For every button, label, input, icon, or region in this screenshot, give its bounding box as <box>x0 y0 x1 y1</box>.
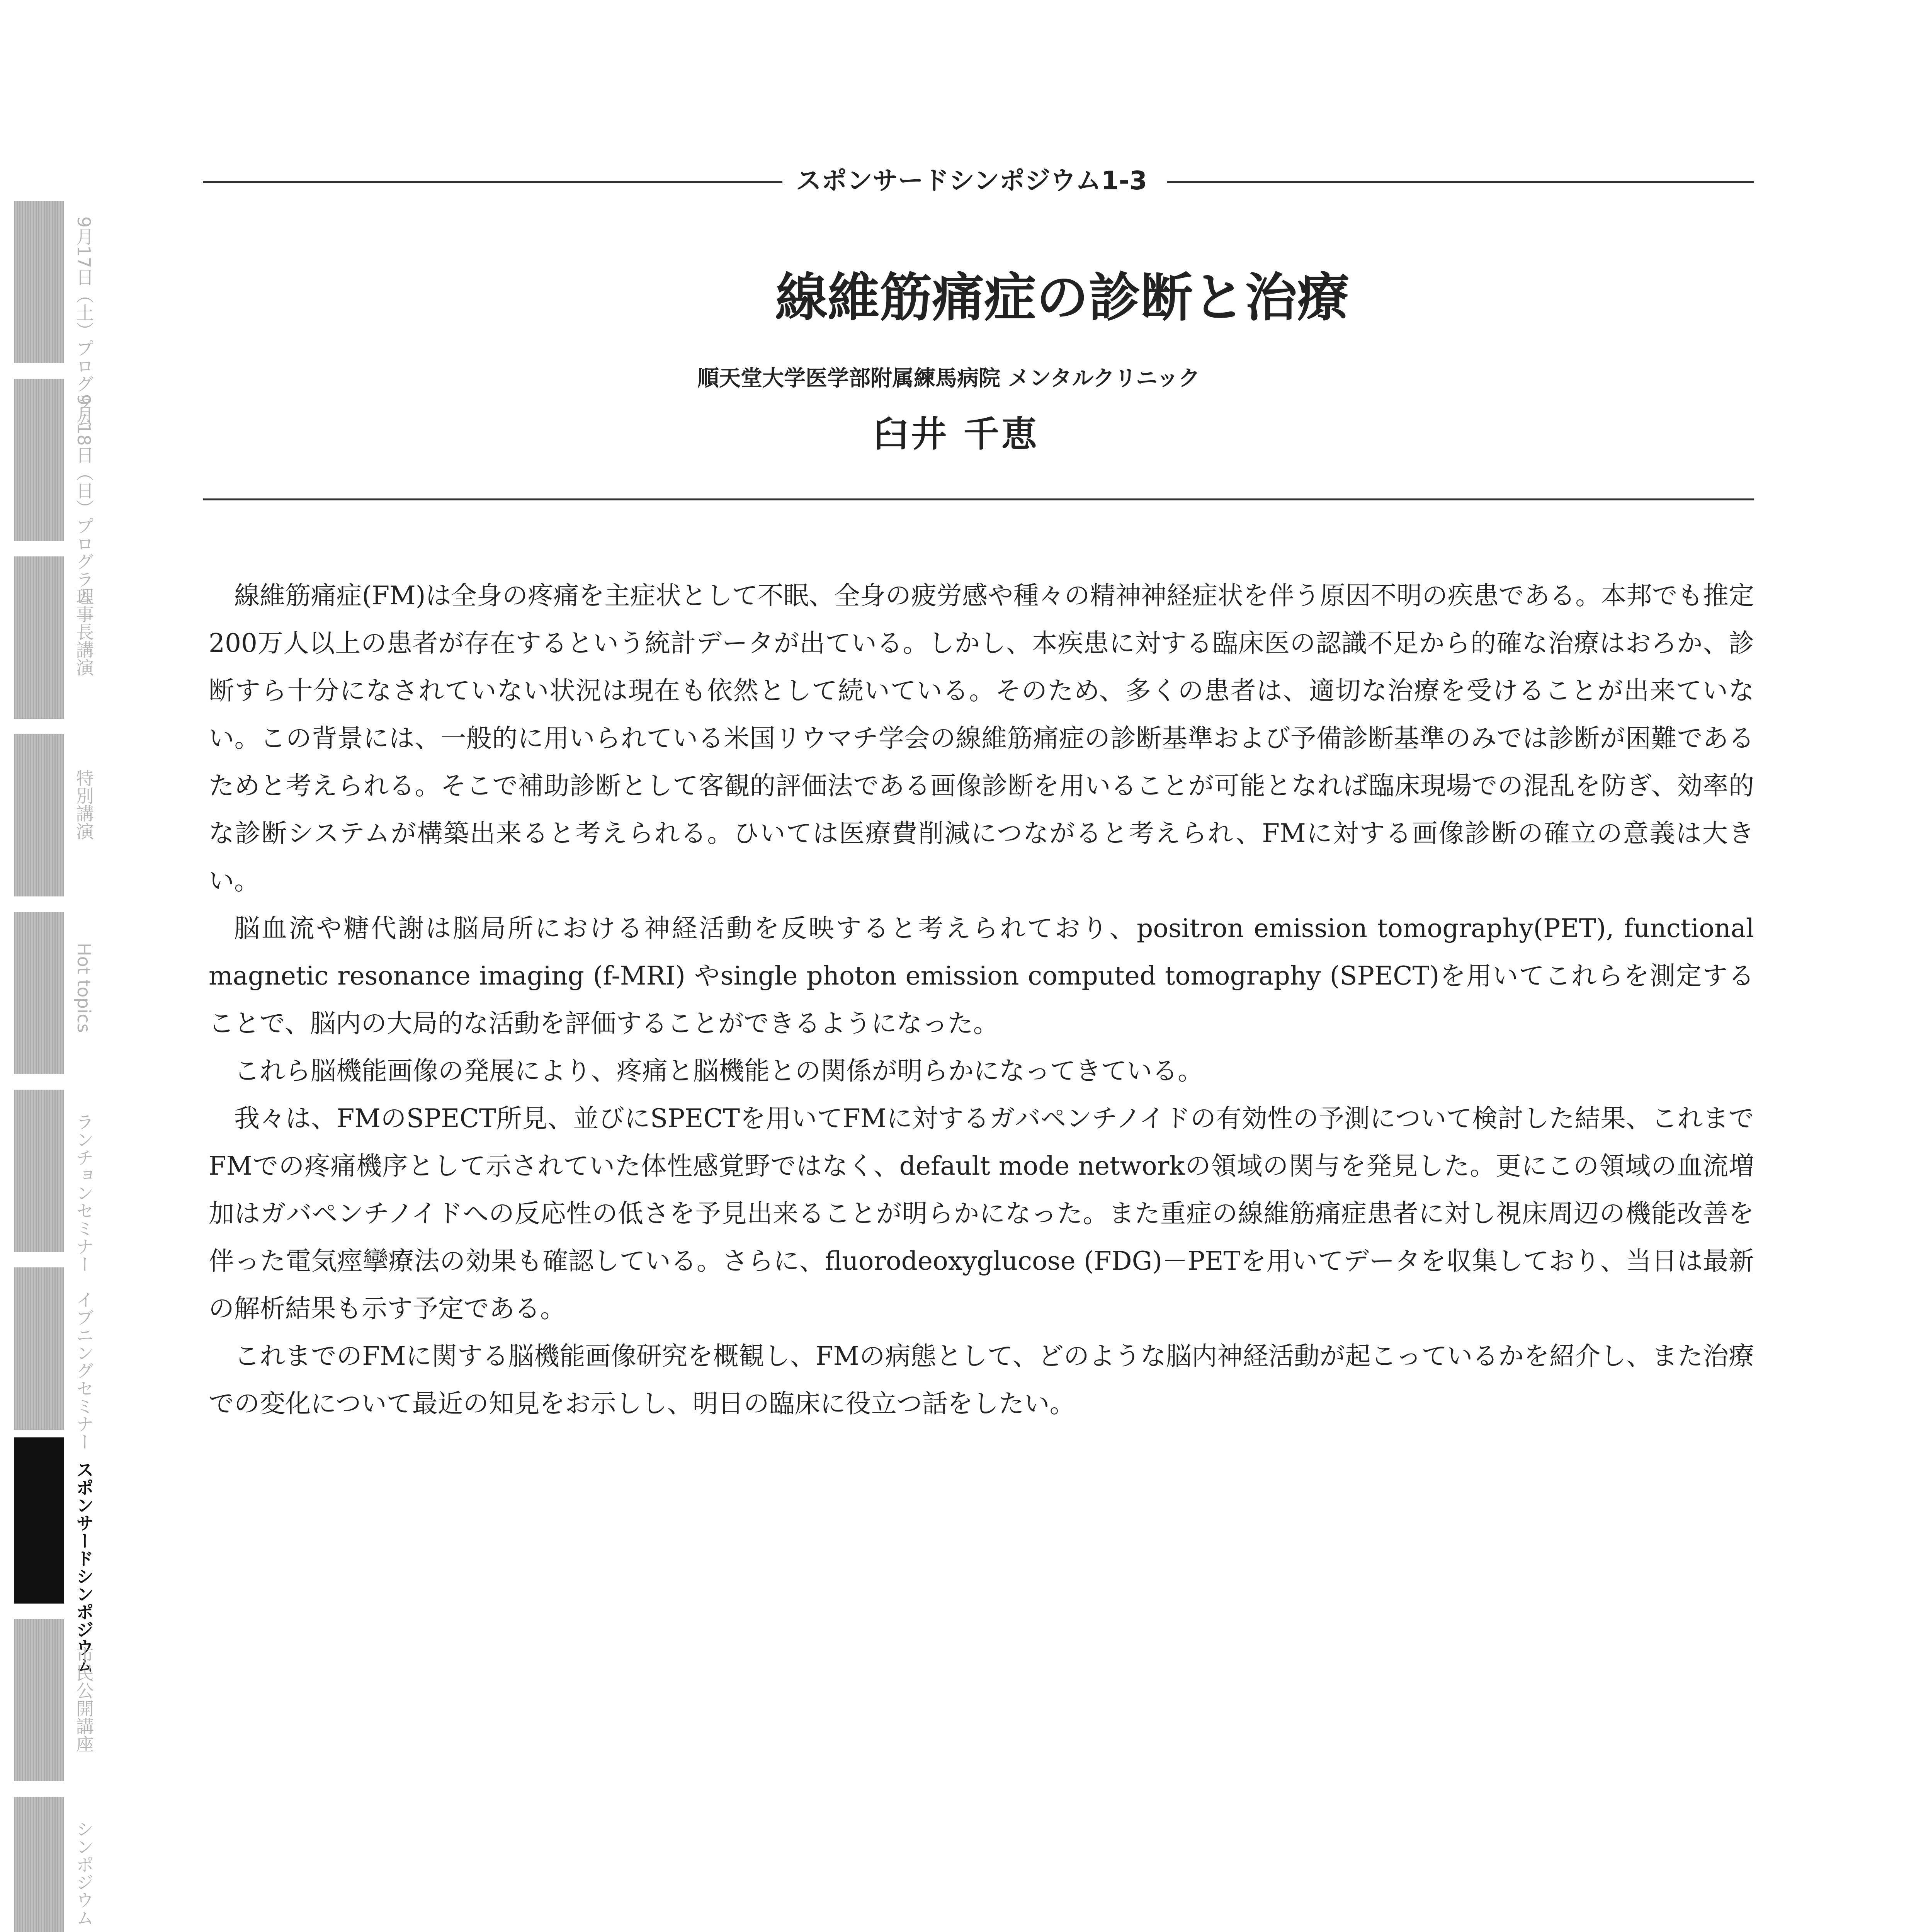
sidebar-tab-hot-topics[interactable] <box>14 912 64 1074</box>
header-rule-right <box>1167 181 1754 183</box>
sidebar-label-symposium: シンポジウム <box>73 1820 94 1927</box>
sidebar-label-special-lecture: 特別講演 <box>73 769 94 840</box>
sidebar-label-luncheon-seminar: ランチョンセミナー <box>73 1113 94 1273</box>
author-affiliation: 順天堂大学医学部附属練馬病院 メンタルクリニック <box>697 366 1200 391</box>
title-rule <box>203 498 1754 500</box>
sidebar-tab-public-lecture[interactable] <box>14 1619 64 1781</box>
sidebar-label-public-lecture: 市民公開講座 <box>73 1646 94 1753</box>
header-rule-left <box>203 181 782 183</box>
paragraph: 脳血流や糖代謝は脳局所における神経活動を反映すると考えられており、positron emission tomography(PET), functional magnetic resonance imaging (f-MRI) やsingle photon emission computed tomography (SPECT)を用いてこれらを測定することで、脳内の大局的な活動を評価することができるようになった。 <box>209 913 1754 1038</box>
paragraph: 我々は、FMのSPECT所見、並びにSPECTを用いてFMに対するガバペンチノイドの有効性の予測について検討した結果、これまでFMでの疼痛機序として示されていた体性感覚野ではなく、default mode networkの領域の関与を発見した。更にこの領域の血流増加はガバペンチノイドへの反応性の低さを予見出来ることが明らかになった。また重症の線維筋痛症患者に対し視床周辺の機能改善を伴った電気痙攣療法の効果も確認している。さらに、fluorodeoxyglucose (FDG)－PETを用いてデータを収集しており、当日は最新の解析結果も示す予定である。 <box>209 1104 1754 1323</box>
paragraph: これまでのFMに関する脳機能画像研究を概観し、FMの病態として、どのような脳内神経活動が起こっているかを紹介し、また治療での変化について最近の知見をお示しし、明日の臨床に役立つ話をしたい。 <box>209 1341 1754 1418</box>
sidebar-tab-evening-seminar[interactable] <box>14 1267 64 1430</box>
sidebar-tab-special-lecture[interactable] <box>14 734 64 896</box>
article-title: 線維筋痛症の診断と治療 <box>775 267 1349 328</box>
author-name: 臼井 千恵 <box>873 413 1040 455</box>
sidebar-label-sponsored-symposium: スポンサードシンポジウム <box>73 1461 94 1674</box>
sidebar-label-hot-topics: Hot topics <box>73 943 94 1033</box>
section-title: スポンサードシンポジウム1-3 <box>796 166 1147 196</box>
sidebar-tab-luncheon-seminar[interactable] <box>14 1090 64 1252</box>
sidebar-tab-sponsored-symposium[interactable] <box>14 1437 64 1604</box>
sidebar-label-sep18-program: 9月18日（日）プログラム <box>73 394 94 606</box>
paragraph: これら脳機能画像の発展により、疼痛と脳機能との関係が明らかになってきている。 <box>234 1056 1203 1086</box>
sidebar-label-chairman-lecture: 理事長講演 <box>73 587 94 676</box>
sidebar-label-sep17-program: 9月17日（土）プログラム <box>73 216 94 428</box>
article-body <box>209 572 1754 1427</box>
sidebar-tab-chairman-lecture[interactable] <box>14 556 64 719</box>
sidebar-tab-symposium[interactable] <box>14 1797 64 1932</box>
sidebar-tab-sep18-program[interactable] <box>14 379 64 541</box>
sidebar-label-evening-seminar: イブニングセミナー <box>73 1291 94 1451</box>
paragraph: 線維筋痛症(FM)は全身の疼痛を主症状として不眠、全身の疲労感や種々の精神神経症状を伴う原因不明の疾患である。本邦でも推定200万人以上の患者が存在するという統計データが出ている。しかし、本疾患に対する臨床医の認識不足から的確な治療はおろか、診断すら十分になされていない状況は現在も依然として続いている。そのため、多くの患者は、適切な治療を受けることが出来ていない。この背景には、一般的に用いられている米国リウマチ学会の線維筋痛症の診断基準および予備診断基準のみでは診断が困難であるためと考えられる。そこで補助診断として客観的評価法である画像診断を用いることが可能となれば臨床現場での混乱を防ぎ、効率的な診断システムが構築出来ると考えられる。ひいては医療費削減につながると考えられ、FMに対する画像診断の確立の意義は大きい。 <box>209 581 1754 896</box>
